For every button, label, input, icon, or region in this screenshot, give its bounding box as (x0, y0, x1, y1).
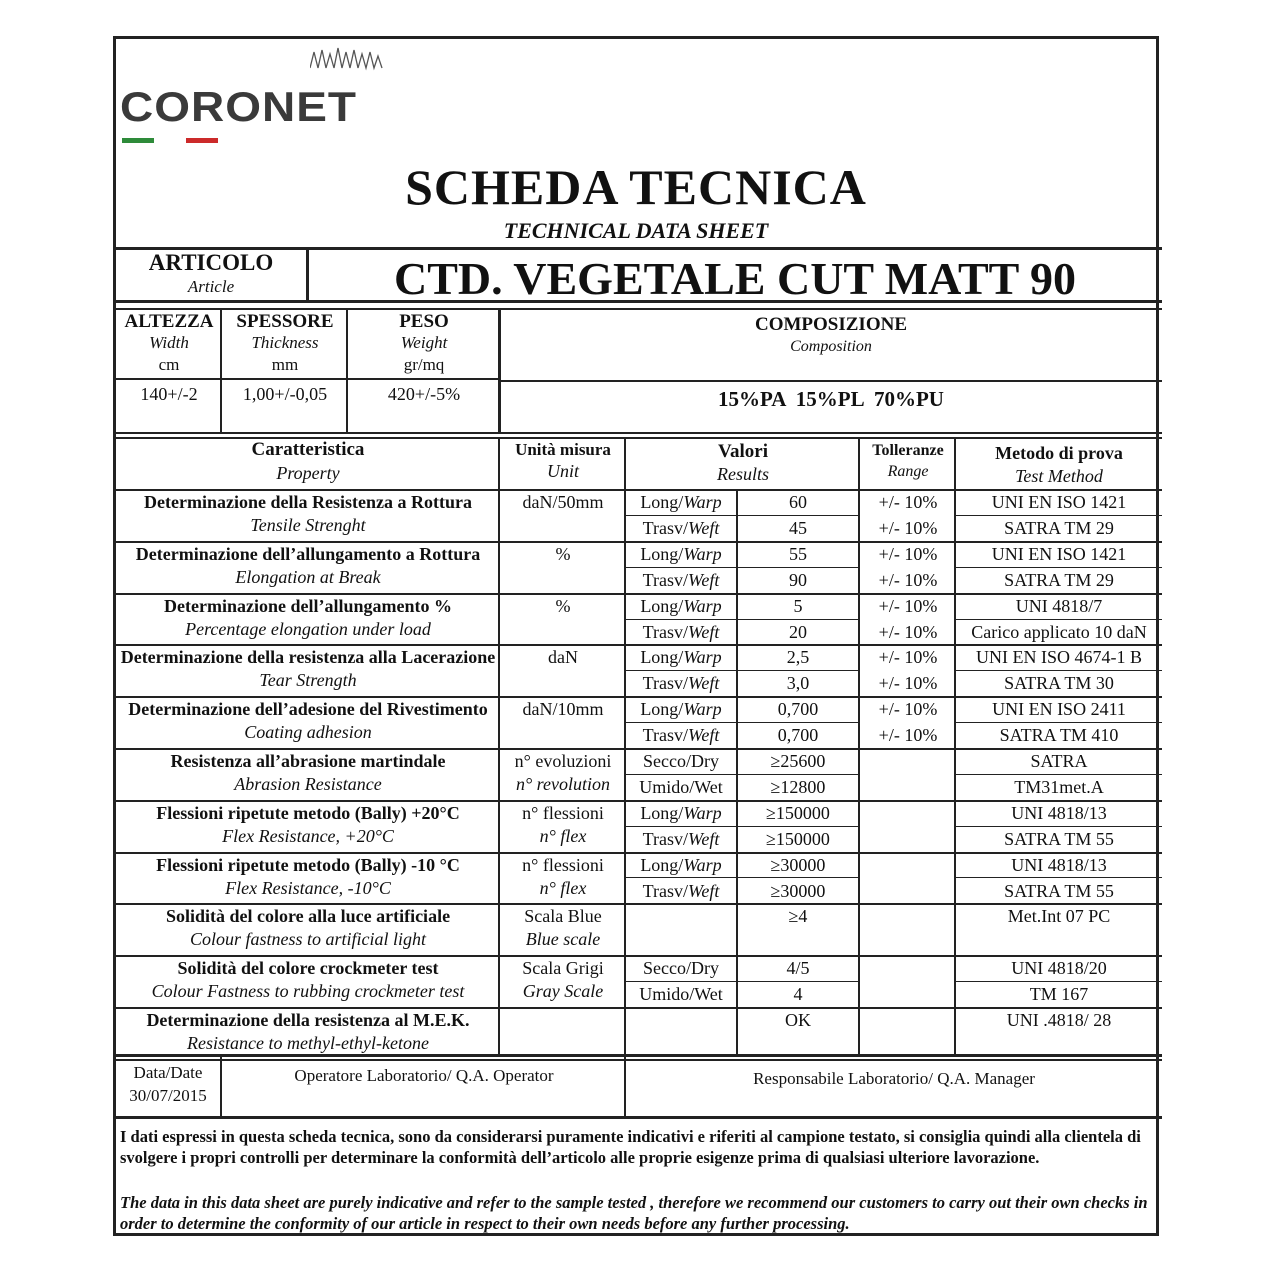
row-mid-divider (626, 722, 858, 723)
unit-value: daN (548, 647, 578, 668)
test-method: Met.Int 07 PC (1007, 906, 1111, 927)
page-subtitle: TECHNICAL DATA SHEET (503, 218, 769, 243)
row-mid-divider (956, 567, 1162, 568)
result-value: 4/5 (786, 958, 810, 979)
disclaimer-it: I dati espressi in questa scheda tecnica, sono da considerarsi puramente indicativi e riferiti al campione testato, si consiglia quindi alla clientela di svolgere i propri controlli per determinare la conformità dell’articolo alle proprie esigenze prima di qualsiasi ulteriore lavorazione. (120, 1127, 1141, 1167)
test-method: SATRA TM 29 (1004, 569, 1114, 590)
test-method: SATRA TM 29 (1004, 517, 1114, 538)
direction-label: Trasv/Weft (642, 880, 720, 901)
th-range: Tolleranze (872, 442, 944, 459)
width-label: ALTEZZA (124, 311, 214, 332)
grid-hline (113, 489, 1162, 491)
th-method: Metodo di prova (995, 443, 1123, 463)
property-name: Determinazione della Resistenza a Rottura (144, 492, 472, 512)
direction-label: Trasv/Weft (642, 621, 720, 642)
tolerance-value: +/- 10% (878, 517, 938, 538)
result-value: 4 (793, 984, 803, 1005)
unit-value-en: Blue scale (525, 929, 601, 950)
property-name-en: Abrasion Resistance (234, 774, 382, 794)
composition-label-en: Composition (790, 338, 872, 355)
result-value: 60 (789, 492, 807, 512)
test-method: UNI 4818/13 (1011, 854, 1107, 875)
composition-label: COMPOSIZIONE (754, 314, 908, 335)
direction-label: Trasv/Weft (642, 725, 720, 746)
row-mid-divider (956, 722, 1162, 723)
unit-value: n° evoluzioni (514, 751, 612, 771)
unit-value: Scala Blue (524, 906, 602, 927)
operator-label: Operatore Laboratorio/ Q.A. Operator (294, 1066, 554, 1085)
tolerance-value: +/- 10% (878, 647, 938, 668)
result-value: ≥25600 (770, 751, 826, 771)
test-method: UNI 4818/7 (1015, 595, 1103, 616)
test-method: SATRA (1030, 751, 1088, 771)
row-mid-divider (626, 774, 858, 775)
width-label-en: Width (149, 333, 189, 352)
test-method: TM31met.A (1014, 776, 1104, 797)
row-mid-divider (626, 670, 858, 671)
row-mid-divider (626, 981, 858, 982)
row-mid-divider (956, 670, 1162, 671)
result-value: 0,700 (777, 699, 819, 720)
unit-value: % (555, 543, 571, 564)
page-title: SCHEDA TECNICA (405, 159, 867, 215)
grid-hline (500, 380, 1162, 382)
article-label-en: Article (187, 277, 235, 296)
th-unit: Unità misura (515, 440, 611, 459)
test-method: SATRA TM 30 (1004, 673, 1114, 694)
property-name: Determinazione dell’adesione del Rivestimento (128, 699, 488, 720)
direction-label: Trasv/Weft (642, 517, 720, 538)
grid-hline (113, 378, 501, 380)
result-value: ≥150000 (766, 802, 830, 823)
result-value: 20 (789, 621, 807, 642)
property-name-en: Coating adhesion (244, 722, 372, 743)
property-name-en: Flex Resistance, -10°C (225, 877, 391, 898)
property-name: Solidità del colore alla luce artificiale (165, 906, 451, 927)
thickness-label: SPESSORE (236, 311, 334, 332)
result-value: 0,700 (777, 725, 819, 746)
date-value: 30/07/2015 (129, 1086, 207, 1105)
row-divider (113, 696, 1162, 698)
test-method: Carico applicato 10 daN (971, 621, 1147, 642)
property-name-en: Colour Fastness to rubbing crockmeter test (151, 981, 465, 1002)
tolerance-value: +/- 10% (878, 699, 938, 720)
weight-label: PESO (399, 311, 449, 332)
property-name-en: Elongation at Break (235, 566, 381, 587)
direction-label: Long/Warp (640, 543, 722, 564)
unit-value: n° flessioni (522, 854, 604, 875)
unit-value-en: n° revolution (515, 774, 611, 794)
property-name: Flessioni ripetute metodo (Bally) +20°C (156, 802, 460, 823)
weight-value: 420+/-5% (387, 384, 461, 404)
unit-value: n° flessioni (522, 802, 604, 823)
unit-value: % (555, 595, 571, 616)
property-name: Determinazione dell’allungamento a Rottura (135, 543, 481, 564)
unit-value: daN/10mm (522, 699, 604, 720)
row-divider (113, 541, 1162, 543)
row-mid-divider (626, 619, 858, 620)
row-mid-divider (626, 877, 858, 878)
direction-label: Trasv/Weft (642, 828, 720, 849)
th-method-en: Test Method (1015, 466, 1103, 486)
unit-value-en: Gray Scale (522, 981, 604, 1002)
tolerance-value: +/- 10% (878, 725, 938, 746)
logo-wave-icon (310, 46, 386, 72)
property-name-en: Tear Strength (259, 670, 357, 691)
row-divider (113, 903, 1162, 905)
logo-flag-green (122, 138, 154, 143)
grid-hline (113, 1116, 1162, 1119)
result-value: 45 (789, 517, 807, 538)
th-results-en: Results (717, 464, 769, 484)
direction-label: Umido/Wet (639, 984, 723, 1005)
property-name-en: Tensile Strenght (250, 515, 366, 535)
logo-flag-red (186, 138, 218, 143)
row-mid-divider (956, 981, 1162, 982)
direction-label: Trasv/Weft (642, 569, 720, 590)
property-name: Determinazione della resistenza al M.E.K. (146, 1010, 470, 1030)
result-value: 3,0 (786, 673, 810, 694)
test-method: UNI EN ISO 4674-1 B (976, 647, 1142, 668)
test-method: UNI 4818/20 (1011, 958, 1107, 979)
row-mid-divider (956, 826, 1162, 827)
property-name-en: Resistance to methyl-ethyl-ketone (187, 1033, 429, 1053)
test-method: UNI EN ISO 1421 (991, 543, 1127, 564)
thickness-unit: mm (271, 355, 299, 374)
unit-value-en: n° flex (539, 877, 587, 898)
row-divider (113, 955, 1162, 957)
test-method: TM 167 (1029, 984, 1089, 1005)
thickness-value: 1,00+/-0,05 (242, 384, 328, 404)
result-value: 55 (789, 543, 807, 564)
row-divider (113, 1007, 1162, 1009)
result-value: ≥12800 (770, 776, 826, 797)
direction-label: Long/Warp (640, 699, 722, 720)
coronet-logo (118, 42, 398, 152)
property-name: Flessioni ripetute metodo (Bally) -10 °C (156, 854, 460, 875)
row-divider (113, 1059, 1162, 1061)
row-mid-divider (626, 515, 858, 516)
tolerance-value: +/- 10% (878, 543, 938, 564)
width-unit: cm (158, 355, 180, 374)
property-name-en: Flex Resistance, +20°C (222, 825, 394, 846)
row-mid-divider (956, 619, 1162, 620)
test-method: UNI EN ISO 1421 (991, 492, 1127, 512)
th-unit-en: Unit (546, 461, 579, 481)
property-name: Determinazione dell’allungamento % (164, 595, 452, 616)
test-method: SATRA TM 55 (1004, 828, 1114, 849)
direction-label: Umido/Wet (639, 776, 723, 797)
direction-label: Long/Warp (640, 854, 722, 875)
thickness-label-en: Thickness (251, 333, 319, 352)
direction-label: Secco/Dry (643, 958, 719, 979)
unit-value-en: n° flex (539, 825, 587, 846)
direction-label: Secco/Dry (643, 751, 719, 771)
property-name: Solidità del colore crockmeter test (177, 958, 439, 979)
composition-value: 15%PA 15%PL 70%PU (718, 387, 944, 411)
row-mid-divider (626, 567, 858, 568)
test-method: UNI EN ISO 2411 (992, 699, 1126, 720)
property-name-en: Percentage elongation under load (185, 618, 431, 639)
row-mid-divider (956, 515, 1162, 516)
row-divider (113, 644, 1162, 646)
row-divider (113, 748, 1162, 750)
th-property-en: Property (276, 463, 340, 483)
th-property: Caratteristica (251, 439, 365, 460)
direction-label: Long/Warp (640, 802, 722, 823)
unit-value: Scala Grigi (522, 958, 604, 979)
test-method: UNI .4818/ 28 (1006, 1010, 1112, 1030)
result-value: 2,5 (786, 647, 810, 668)
result-value: ≥4 (788, 906, 808, 927)
property-name: Resistenza all’abrasione martindale (170, 751, 446, 771)
tolerance-value: +/- 10% (878, 673, 938, 694)
row-mid-divider (626, 826, 858, 827)
result-value: OK (785, 1010, 811, 1030)
tolerance-value: +/- 10% (878, 595, 938, 616)
result-value: 5 (793, 595, 803, 616)
weight-unit: gr/mq (403, 355, 445, 374)
result-value: ≥150000 (766, 828, 830, 849)
weight-label-en: Weight (400, 333, 448, 352)
date-label: Data/Date (133, 1063, 203, 1082)
test-method: UNI 4818/13 (1011, 802, 1107, 823)
direction-label: Long/Warp (640, 492, 722, 512)
manager-label: Responsabile Laboratorio/ Q.A. Manager (753, 1069, 1035, 1088)
row-mid-divider (956, 877, 1162, 878)
property-name-en: Colour fastness to artificial light (189, 929, 427, 950)
width-value: 140+/-2 (140, 384, 198, 404)
result-value: 90 (789, 569, 807, 590)
article-value: CTD. VEGETALE CUT MATT 90 (393, 253, 1077, 304)
th-results: Valori (718, 441, 768, 462)
grid-hline (113, 308, 1162, 310)
row-mid-divider (956, 774, 1162, 775)
grid-hline (113, 1054, 1162, 1057)
tolerance-value: +/- 10% (878, 621, 938, 642)
th-range-en: Range (887, 463, 929, 480)
test-method: SATRA TM 410 (999, 725, 1119, 746)
grid-vline (306, 247, 309, 300)
tolerance-value: +/- 10% (878, 569, 938, 590)
disclaimer-en: The data in this data sheet are purely indicative and refer to the sample tested , therefore we recommend our customers to carry out their own checks in order to determine the conformity of our article in respect to their own needs before any further processing. (120, 1193, 1148, 1233)
result-value: ≥30000 (770, 854, 826, 875)
unit-value: daN/50mm (522, 492, 604, 512)
test-method: SATRA TM 55 (1004, 880, 1114, 901)
logo-brand-text: CORONET (120, 83, 357, 131)
property-name: Determinazione della resistenza alla Lacerazione (120, 647, 496, 668)
article-label: ARTICOLO (148, 250, 274, 275)
direction-label: Long/Warp (640, 647, 722, 668)
row-divider (113, 800, 1162, 802)
grid-hline (113, 432, 1162, 434)
tolerance-value: +/- 10% (878, 492, 938, 512)
result-value: ≥30000 (770, 880, 826, 901)
direction-label: Long/Warp (640, 595, 722, 616)
direction-label: Trasv/Weft (642, 673, 720, 694)
